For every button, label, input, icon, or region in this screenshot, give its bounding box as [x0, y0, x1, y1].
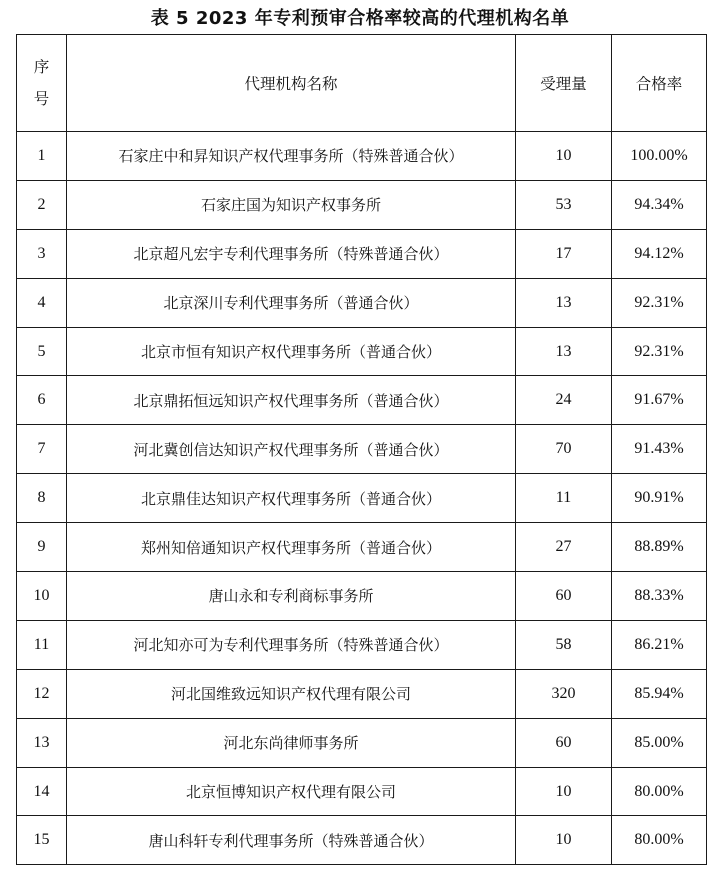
header-index-line2: 号 — [33, 90, 50, 108]
cell-count: 11 — [516, 474, 612, 523]
cell-rate: 80.00% — [612, 816, 707, 865]
cell-agency-name: 唐山科轩专利代理事务所（特殊普通合伙） — [67, 816, 516, 865]
table-row — [17, 816, 707, 865]
cell-rate: 88.33% — [612, 572, 707, 621]
cell-agency-name: 河北冀创信达知识产权代理事务所（普通合伙） — [67, 425, 516, 474]
table-row — [17, 425, 707, 474]
cell-index: 1 — [17, 132, 67, 181]
cell-rate: 80.00% — [612, 767, 707, 816]
cell-rate: 92.31% — [612, 327, 707, 376]
table-caption: 表 5 2023 年专利预审合格率较高的代理机构名单 — [150, 8, 570, 29]
cell-agency-name: 北京超凡宏宇专利代理事务所（特殊普通合伙） — [67, 229, 516, 278]
cell-rate: 100.00% — [612, 132, 707, 181]
cell-index: 12 — [17, 669, 67, 718]
cell-index: 10 — [17, 572, 67, 621]
cell-rate: 91.67% — [612, 376, 707, 425]
cell-rate: 85.94% — [612, 669, 707, 718]
table-row — [17, 327, 707, 376]
cell-agency-name: 河北知亦可为专利代理事务所（特殊普通合伙） — [67, 620, 516, 669]
cell-count: 13 — [516, 278, 612, 327]
cell-index: 14 — [17, 767, 67, 816]
cell-agency-name: 石家庄国为知识产权事务所 — [67, 180, 516, 229]
cell-index: 15 — [17, 816, 67, 865]
cell-count: 58 — [516, 620, 612, 669]
cell-agency-name: 石家庄中和昇知识产权代理事务所（特殊普通合伙） — [67, 132, 516, 181]
cell-count: 24 — [516, 376, 612, 425]
cell-index: 6 — [17, 376, 67, 425]
table-row — [17, 523, 707, 572]
cell-count: 10 — [516, 132, 612, 181]
table-row — [17, 180, 707, 229]
table-row — [17, 474, 707, 523]
cell-index: 11 — [17, 620, 67, 669]
table-row — [17, 132, 707, 181]
cell-count: 53 — [516, 180, 612, 229]
cell-count: 10 — [516, 816, 612, 865]
cell-index: 7 — [17, 425, 67, 474]
cell-rate: 91.43% — [612, 425, 707, 474]
cell-agency-name: 北京鼎拓恒远知识产权代理事务所（普通合伙） — [67, 376, 516, 425]
header-index — [17, 35, 67, 132]
cell-agency-name: 河北国维致远知识产权代理有限公司 — [67, 669, 516, 718]
cell-count: 60 — [516, 572, 612, 621]
cell-rate: 85.00% — [612, 718, 707, 767]
header-agency-name: 代理机构名称 — [67, 35, 516, 132]
cell-count: 70 — [516, 425, 612, 474]
cell-index: 5 — [17, 327, 67, 376]
table-row — [17, 376, 707, 425]
cell-count: 10 — [516, 767, 612, 816]
cell-rate: 86.21% — [612, 620, 707, 669]
header-index-line1: 序 — [33, 58, 50, 76]
cell-index: 13 — [17, 718, 67, 767]
table-row — [17, 278, 707, 327]
cell-rate: 94.34% — [612, 180, 707, 229]
table-row — [17, 229, 707, 278]
cell-rate: 94.12% — [612, 229, 707, 278]
cell-index: 2 — [17, 180, 67, 229]
cell-count: 320 — [516, 669, 612, 718]
table-row — [17, 767, 707, 816]
cell-agency-name: 郑州知倍通知识产权代理事务所（普通合伙） — [67, 523, 516, 572]
cell-count: 13 — [516, 327, 612, 376]
table-row — [17, 718, 707, 767]
cell-count: 27 — [516, 523, 612, 572]
cell-rate: 90.91% — [612, 474, 707, 523]
cell-agency-name: 北京深川专利代理事务所（普通合伙） — [67, 278, 516, 327]
cell-rate: 88.89% — [612, 523, 707, 572]
cell-rate: 92.31% — [612, 278, 707, 327]
cell-agency-name: 北京市恒有知识产权代理事务所（普通合伙） — [67, 327, 516, 376]
cell-agency-name: 河北东尚律师事务所 — [67, 718, 516, 767]
table-header-row — [17, 35, 707, 132]
cell-agency-name: 北京鼎佳达知识产权代理事务所（普通合伙） — [67, 474, 516, 523]
agency-table — [16, 34, 707, 865]
cell-count: 60 — [516, 718, 612, 767]
table-row — [17, 572, 707, 621]
table-row — [17, 620, 707, 669]
header-count: 受理量 — [516, 35, 612, 132]
table-row — [17, 669, 707, 718]
cell-index: 3 — [17, 229, 67, 278]
cell-index: 4 — [17, 278, 67, 327]
cell-agency-name: 唐山永和专利商标事务所 — [67, 572, 516, 621]
cell-agency-name: 北京恒博知识产权代理有限公司 — [67, 767, 516, 816]
header-rate: 合格率 — [612, 35, 707, 132]
cell-index: 8 — [17, 474, 67, 523]
cell-count: 17 — [516, 229, 612, 278]
cell-index: 9 — [17, 523, 67, 572]
